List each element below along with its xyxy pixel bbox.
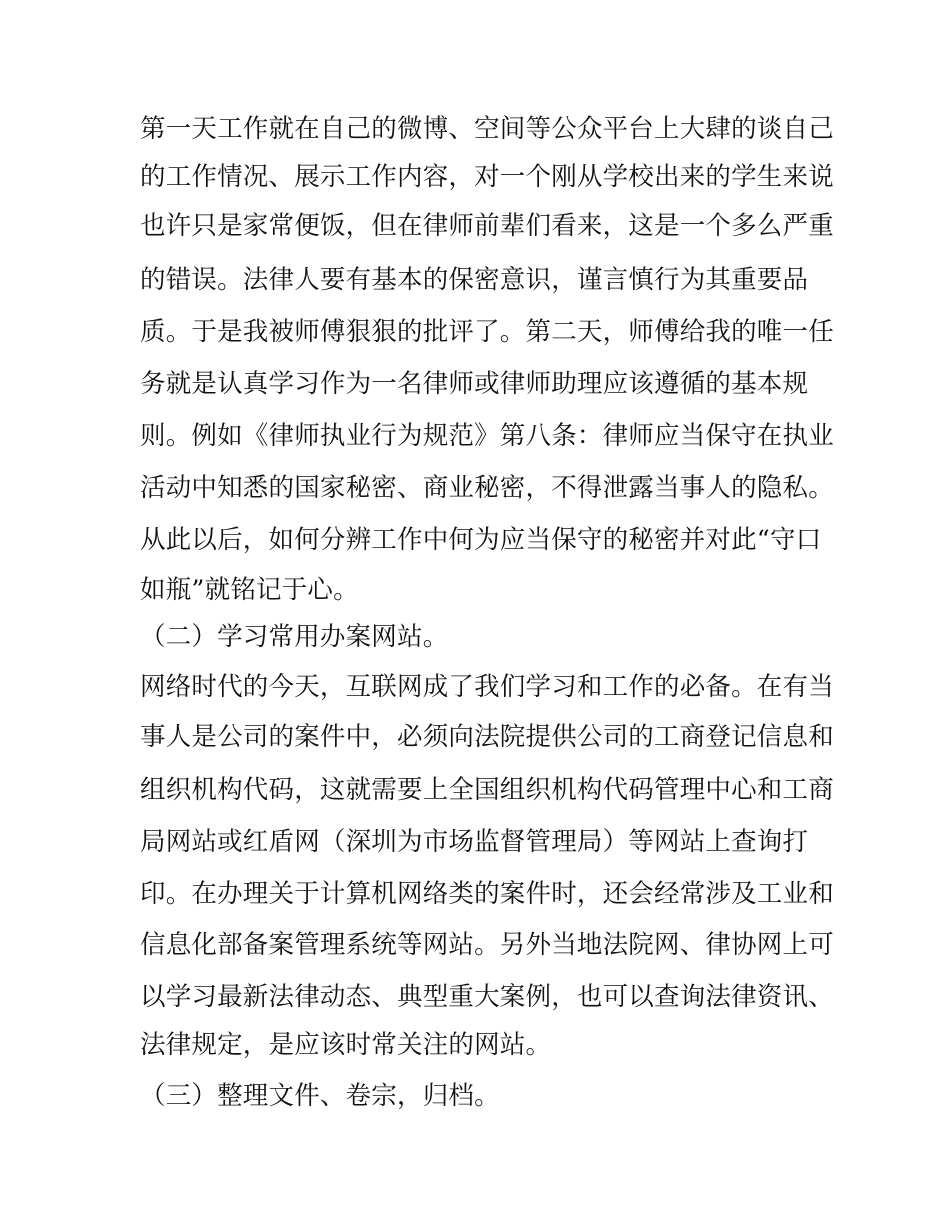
paragraph-2-line: 局网站或红盾网（深圳为市场监督管理局）等网站上查询打 — [140, 827, 809, 857]
paragraph-1-line: 活动中知悉的国家秘密、商业秘密，不得泄露当事人的隐私。 — [140, 473, 834, 503]
paragraph-1-line: 则。例如《律师执业行为规范》第八条：律师应当保守在执业 — [140, 421, 834, 451]
paragraph-1-line: 也许只是家常便饭，但在律师前辈们看来，这是一个多么严重 — [140, 211, 834, 241]
paragraph-2-line: 组织机构代码，这就需要上全国组织机构代码管理中心和工商 — [140, 775, 834, 805]
paragraph-1-line: 第一天工作就在自己的微博、空间等公众平台上大肆的谈自己 — [140, 114, 834, 144]
paragraph-2-line: 以学习最新法律动态、典型重大案例，也可以查询法律资讯、 — [140, 982, 834, 1012]
section-heading-3: （三）整理文件、卷宗，归档。 — [140, 1081, 500, 1111]
paragraph-1-line: 的错误。法律人要有基本的保密意识，谨言慎行为其重要品 — [140, 265, 809, 295]
paragraph-2-line: 事人是公司的案件中，必须向法院提供公司的工商登记信息和 — [140, 722, 834, 752]
paragraph-2-line: 印。在办理关于计算机网络类的案件时，还会经常涉及工业和 — [140, 879, 834, 909]
paragraph-2-line: 法律规定，是应该时常关注的网站。 — [140, 1030, 552, 1060]
paragraph-1-line: 从此以后，如何分辨工作中何为应当保守的秘密并对此“守口 — [140, 525, 822, 555]
paragraph-1-line: 务就是认真学习作为一名律师或律师助理应该遵循的基本规 — [140, 369, 809, 399]
paragraph-2-line: 网络时代的今天，互联网成了我们学习和工作的必备。在有当 — [140, 672, 834, 702]
section-heading-2: （二）学习常用办案网站。 — [140, 622, 449, 652]
paragraph-2-line: 信息化部备案管理系统等网站。另外当地法院网、律协网上可 — [140, 930, 834, 960]
paragraph-1-line: 质。于是我被师傅狠狠的批评了。第二天，师傅给我的唯一任 — [140, 317, 834, 347]
paragraph-1-line: 如瓶”就铭记于心。 — [140, 575, 359, 605]
paragraph-1-line: 的工作情况、展示工作内容，对一个刚从学校出来的学生来说 — [140, 162, 834, 192]
